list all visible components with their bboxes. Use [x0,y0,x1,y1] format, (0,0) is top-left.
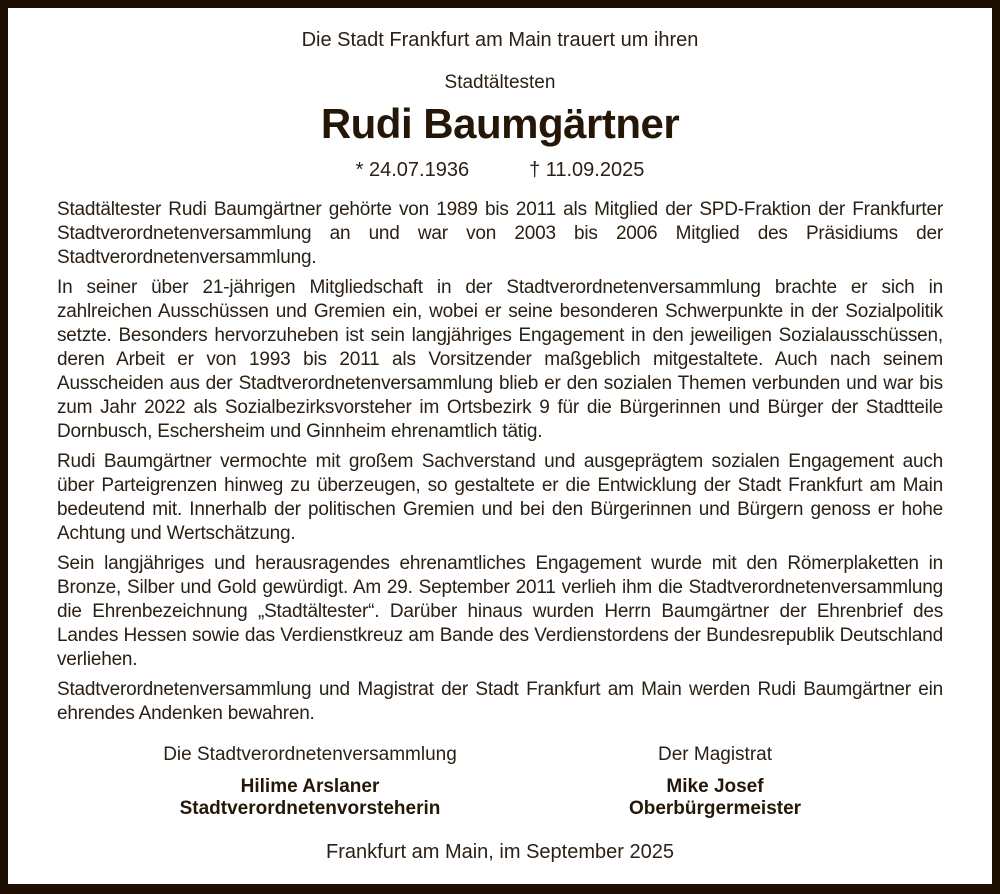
honorific-line: Stadtältesten [444,72,556,93]
signature-city-assembly [163,743,457,820]
paragraph-committees: In seiner über 21-jährigen Mitgliedschaft in der Stadtverordnetenversammlung brachte er sich in zahlreichen Ausschüssen und Gremien ein, wobei er seine besonderen Schwerpunkte in der Sozialpolitik setzte. Besonders hervorzuheben ist sein langjähriges Engagement in den jeweiligen Sozialausschüssen, deren Arbeit er von 1993 bis 2011 als Vorsitzender maßgeblich mitgestaltete. Auch nach seinem Ausscheiden aus der Stadtverordnetenversammlung blieb er den sozialen Themen verbunden und war bis zum Jahr 2022 als Sozialbezirksvorsteher im Ortsbezirk 9 für die Bürgerinnen und Bürger der Stadtteile Dornbusch, Eschersheim und Ginnheim ehrenamtlich tätig. [57,277,943,442]
life-dates [57,159,943,182]
signature-person-title: Oberbürgermeister [628,798,802,819]
death-date: † 11.09.2025 [529,159,645,181]
signature-magistrate [629,743,801,820]
paragraph-character: Rudi Baumgärtner vermochte mit großem Sachverstand und ausgeprägtem sozialen Engagement auch über Parteigrenzen hinweg zu überzeugen, so gestaltete er die Entwicklung der Stadt Frankfurt am Main bedeutend mit. Innerhalb der politischen Gremien und bei den Bürgerinnen und Bürgern genoss er hohe Achtung und Wertschätzung. [57,451,943,544]
birth-date: * 24.07.1936 [355,159,470,181]
signature-block [57,743,943,819]
signature-person-title: Stadtverordnetenvorsteherin [179,798,441,819]
paragraph-honors: Sein langjähriges und herausragendes ehrenamtliches Engagement wurde mit den Römerplaketten in Bronze, Silber und Gold gewürdigt. Am 29. September 2011 verlieh ihm die Stadtverordnetenversammlung die Ehrenbezeichnung „Stadtältester“. Darüber hinaus wurden Herrn Baumgärtner der Ehrenbrief des Landes Hessen sowie das Verdienstkreuz am Bande des Verdienstordens der Bundesrepublik Deutschland verliehen. [57,553,943,670]
intro-line: Die Stadt Frankfurt am Main trauert um ihren [301,29,699,51]
paragraph-membership: Stadtältester Rudi Baumgärtner gehörte von 1989 bis 2011 als Mitglied der SPD-Fraktion der Frankfurter Stadtverordnetenversammlung an und war von 2003 bis 2006 Mitglied des Präsidiums der Stadtverordnetenversammlung. [57,199,943,268]
place-date-line: Frankfurt am Main, im September 2025 [326,841,674,863]
signature-person-name: Hilime Arslaner [240,776,380,797]
signature-person-name: Mike Josef [666,776,764,797]
deceased-name: Rudi Baumgärtner [320,100,680,147]
paragraph-remembrance: Stadtverordnetenversammlung und Magistrat der Stadt Frankfurt am Main werden Rudi Baumgärtner ein ehrendes Andenken bewahren. [57,679,943,724]
body-text [57,198,943,726]
notice-content [8,29,992,894]
signature-org: Die Stadtverordnetenversammlung [163,744,457,765]
signature-org: Der Magistrat [657,744,773,765]
